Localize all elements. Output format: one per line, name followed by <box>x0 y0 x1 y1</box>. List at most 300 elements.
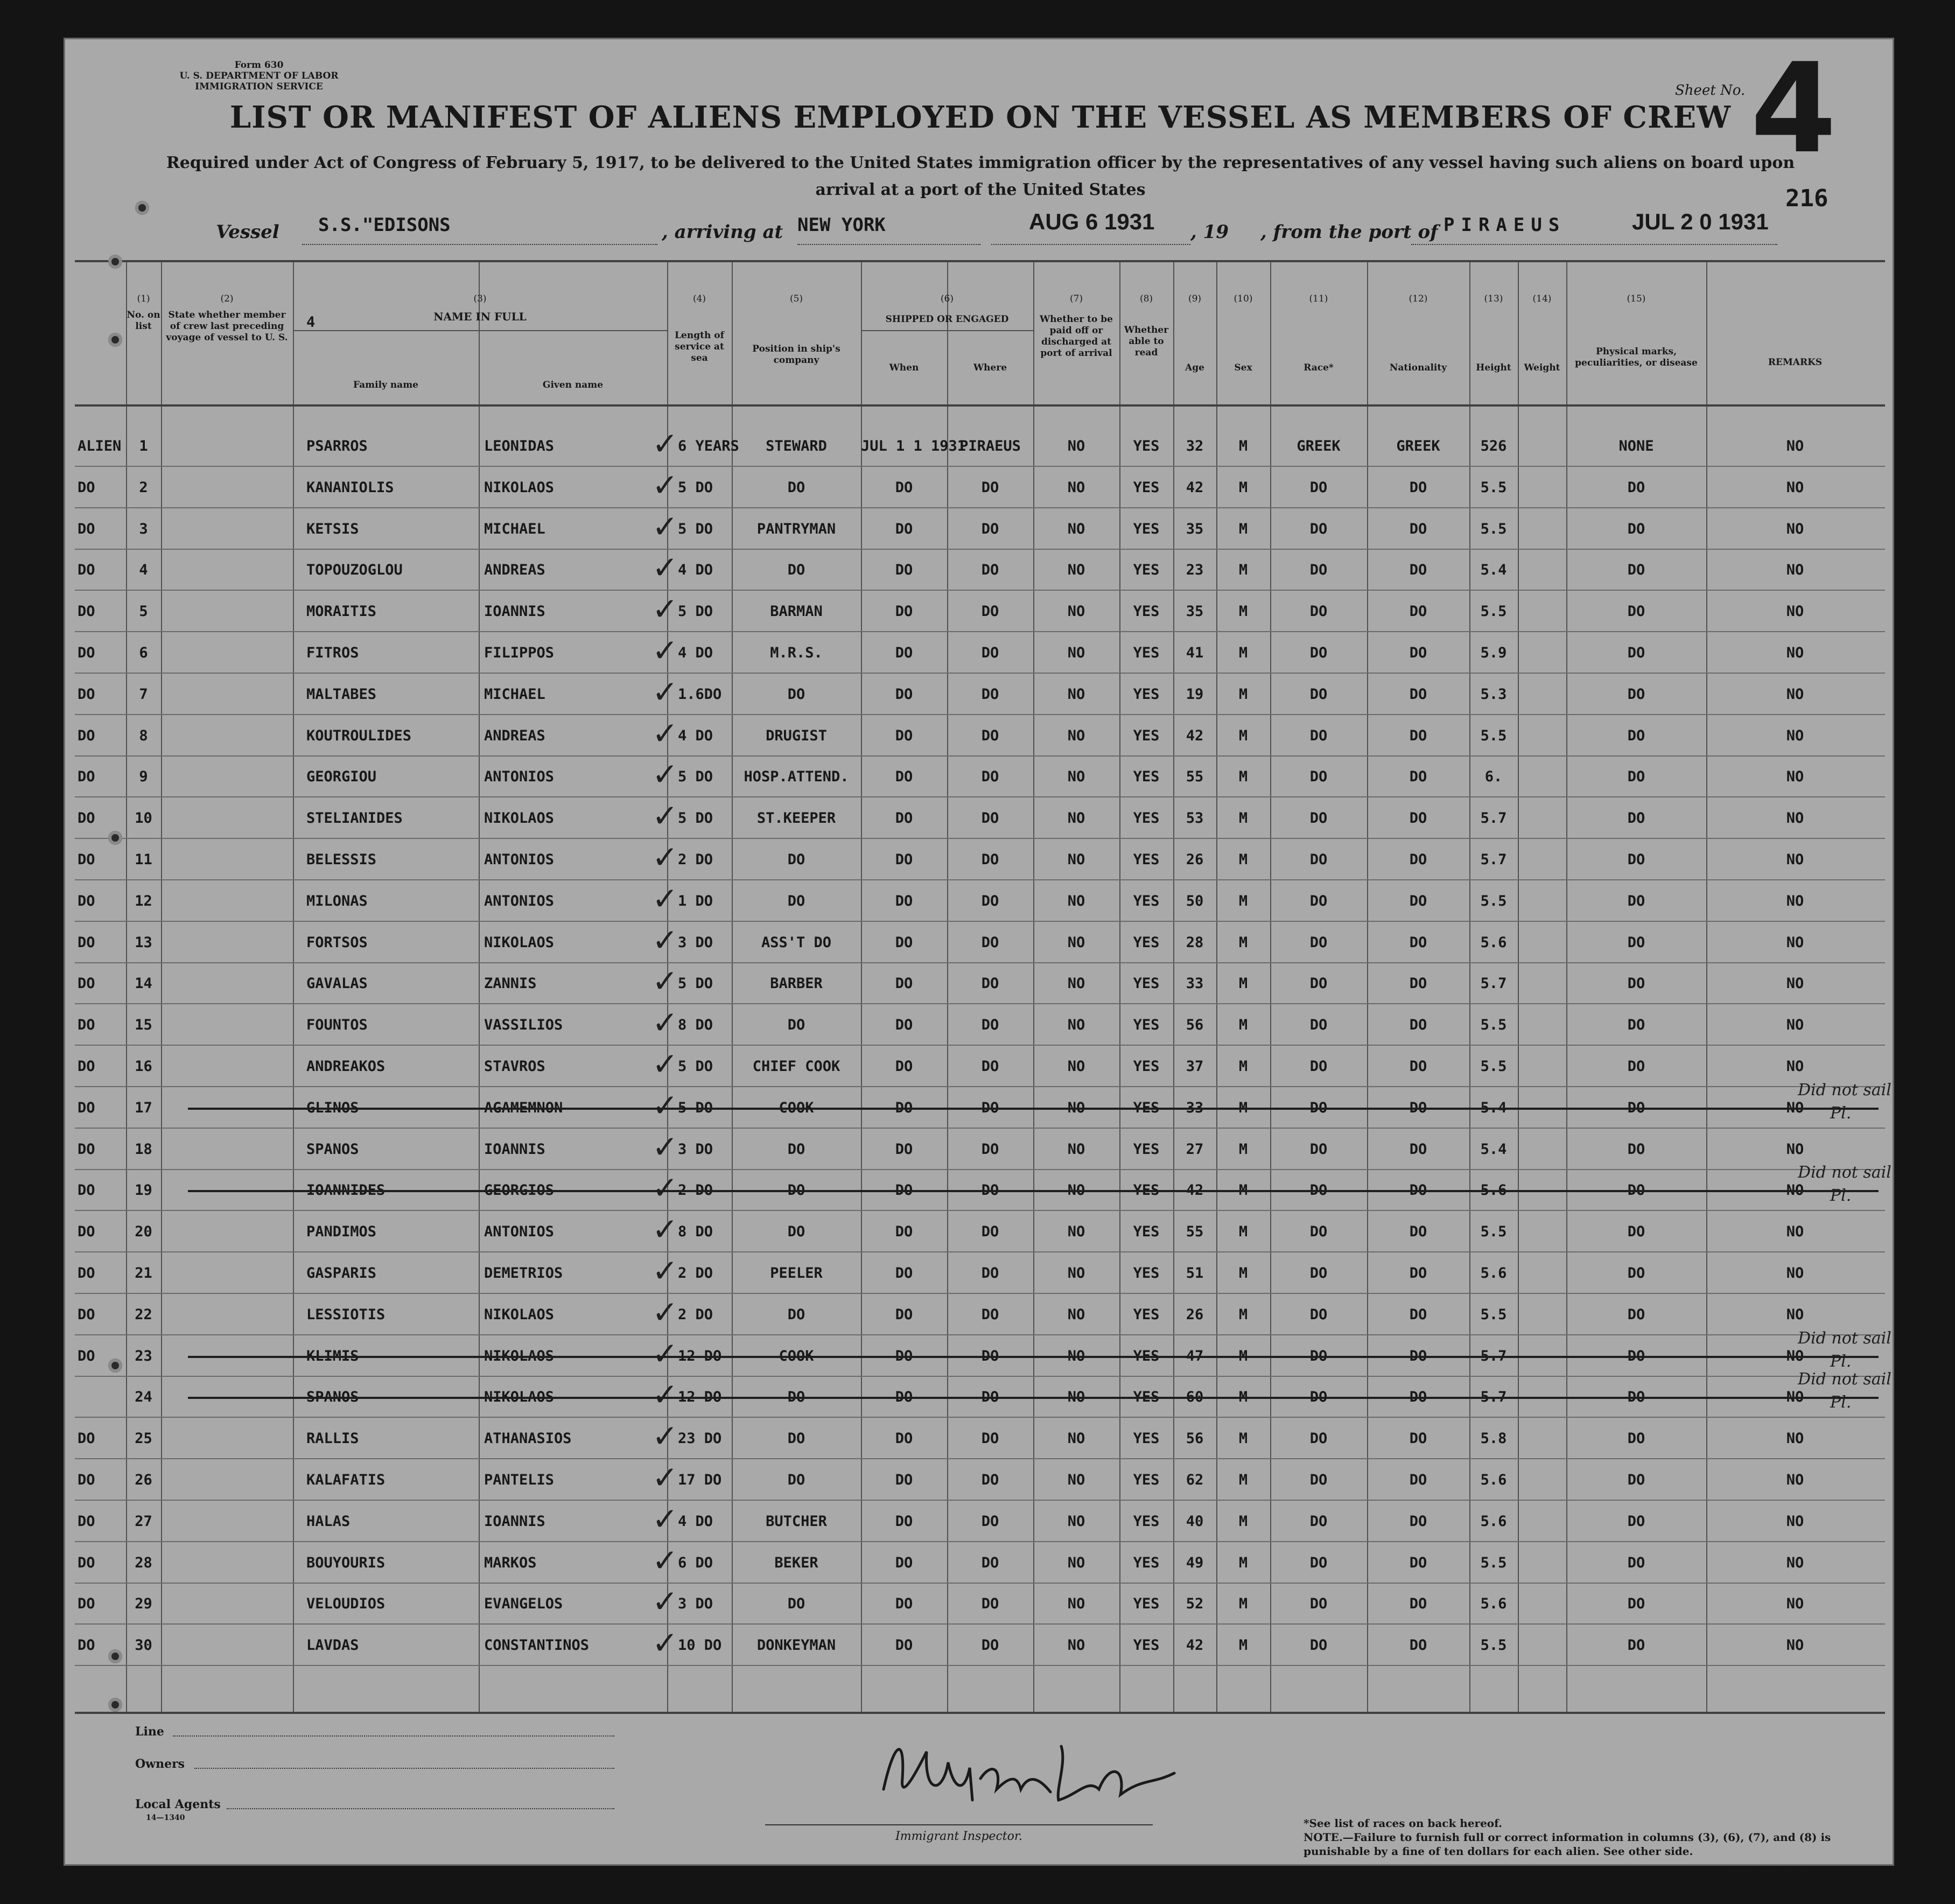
row-service-length: 4 DO <box>678 562 713 579</box>
row-number: 5 <box>139 603 148 620</box>
row-service-length: 8 DO <box>678 1017 713 1034</box>
sheet-number: 4 <box>1750 37 1837 181</box>
row-family-name: VELOUDIOS <box>306 1595 386 1613</box>
row-number: 9 <box>139 768 148 786</box>
row-race: DO <box>1309 1554 1328 1571</box>
row-nationality: DO <box>1409 1182 1427 1199</box>
row-height: 5.9 <box>1480 645 1507 661</box>
header-remarks: REMARKS <box>1768 357 1823 368</box>
row-position: STEWARD <box>766 438 827 454</box>
row-position: M.R.S. <box>770 645 823 661</box>
row-race: DO <box>1309 768 1328 786</box>
row-remarks: NO <box>1786 603 1804 620</box>
page-reference-number: 216 <box>1785 185 1828 212</box>
row-able-read: YES <box>1133 1058 1160 1075</box>
strike-through-line <box>188 1397 1879 1399</box>
row-paid-off: NO <box>1067 851 1085 868</box>
row-when-shipped: DO <box>895 1347 913 1364</box>
row-race: DO <box>1309 1265 1328 1282</box>
manifest-sheet <box>64 37 1894 1873</box>
footnote-penalty: NOTE.—Failure to furnish full or correct information in columns (3), (6), (7), and (8) is punishable by a fine of ten dollars for each alien. See other side. <box>1304 1831 1831 1858</box>
crew-manifest-table <box>75 260 1891 1714</box>
row-nationality: DO <box>1409 1140 1427 1158</box>
row-race: DO <box>1309 1017 1328 1034</box>
row-position: BARMAN <box>770 603 823 620</box>
row-nationality: DO <box>1409 1223 1427 1241</box>
row-family-name: LAVDAS <box>306 1637 359 1654</box>
row-where-shipped: DO <box>981 1513 999 1530</box>
header-weight: Weight <box>1524 362 1560 373</box>
row-age: 32 <box>1186 438 1204 454</box>
row-status: DO <box>78 645 95 661</box>
row-remarks: NO <box>1786 685 1804 703</box>
row-family-name: STELIANIDES <box>306 810 403 827</box>
vessel-label: Vessel <box>216 221 279 243</box>
footer-owners-label: Owners <box>135 1757 185 1771</box>
row-nationality: DO <box>1409 685 1427 703</box>
row-number: 22 <box>135 1306 152 1323</box>
row-sex: M <box>1238 1265 1248 1282</box>
row-where-shipped: DO <box>981 768 999 786</box>
row-age: 28 <box>1186 934 1204 951</box>
row-where-shipped: DO <box>981 1223 999 1241</box>
row-where-shipped: DO <box>981 810 999 827</box>
row-number: 25 <box>135 1430 152 1447</box>
row-sex: M <box>1238 1637 1248 1654</box>
row-when-shipped: DO <box>895 479 913 496</box>
row-nationality: DO <box>1409 851 1427 868</box>
row-age: 27 <box>1186 1140 1204 1158</box>
row-service-length: 5 DO <box>678 810 713 827</box>
header-race: Race* <box>1304 362 1334 373</box>
header-paid-off: Whether to be paid off or discharged at port of arrival <box>1040 314 1113 359</box>
check-mark-icon: ✓ <box>652 549 678 586</box>
colnum-3: (3) <box>473 293 487 304</box>
row-number: 4 <box>139 562 148 579</box>
row-given-name: ZANNIS <box>484 975 537 992</box>
check-mark-icon: ✓ <box>652 963 678 1000</box>
row-remarks: NO <box>1786 1017 1804 1034</box>
row-paid-off: NO <box>1067 1182 1085 1199</box>
row-where-shipped: DO <box>981 1472 999 1488</box>
row-given-name: PANTELIS <box>484 1472 555 1488</box>
row-height: 5.5 <box>1480 603 1507 620</box>
row-able-read: YES <box>1133 1140 1160 1158</box>
row-race: DO <box>1309 810 1328 827</box>
row-remarks: NO <box>1786 1223 1804 1241</box>
row-service-length: 6 YEARS <box>678 438 739 454</box>
row-service-length: 8 DO <box>678 1223 713 1241</box>
row-service-length: 3 DO <box>678 1140 713 1158</box>
row-age: 37 <box>1186 1058 1204 1075</box>
row-nationality: DO <box>1409 479 1427 496</box>
page-subtitle: Required under Act of Congress of February 5, 1917, to be delivered to the United States immigration officer by the representatives of any vessel having such aliens on board upon arrival at a port of the United States <box>166 153 1795 199</box>
row-where-shipped: DO <box>981 603 999 620</box>
row-paid-off: NO <box>1067 892 1085 909</box>
row-paid-off: NO <box>1067 1306 1085 1323</box>
row-when-shipped: DO <box>895 851 913 868</box>
row-age: 51 <box>1186 1265 1204 1282</box>
row-age: 55 <box>1186 768 1204 786</box>
row-number: 20 <box>135 1223 152 1241</box>
row-paid-off: NO <box>1067 1389 1085 1406</box>
row-sex: M <box>1238 562 1248 579</box>
row-paid-off: NO <box>1067 1265 1085 1282</box>
row-status: DO <box>78 851 95 868</box>
row-sex: M <box>1238 1140 1248 1158</box>
row-position: DO <box>787 892 805 909</box>
row-age: 23 <box>1186 562 1204 579</box>
colnum-1: (1) <box>137 293 150 304</box>
row-physical-marks: DO <box>1627 892 1645 909</box>
row-age: 42 <box>1186 479 1204 496</box>
row-nationality: DO <box>1409 1347 1427 1364</box>
row-position: DO <box>787 1182 805 1199</box>
row-paid-off: NO <box>1067 1140 1085 1158</box>
row-sex: M <box>1238 1513 1248 1530</box>
row-able-read: YES <box>1133 645 1160 661</box>
row-service-length: 5 DO <box>678 520 713 537</box>
row-physical-marks: DO <box>1627 1347 1645 1364</box>
row-where-shipped: DO <box>981 1595 999 1613</box>
header-where: Where <box>973 362 1007 373</box>
row-family-name: RALLIS <box>306 1430 359 1447</box>
colnum-10: (10) <box>1234 293 1253 304</box>
row-remarks: NO <box>1786 934 1804 951</box>
row-number: 12 <box>135 892 152 909</box>
from-port-label: , from the port of <box>1260 221 1438 243</box>
row-able-read: YES <box>1133 1347 1160 1364</box>
row-number: 14 <box>135 975 152 992</box>
row-physical-marks: DO <box>1627 1554 1645 1571</box>
row-where-shipped: DO <box>981 1182 999 1199</box>
did-not-sail-note: Did not sail <box>1798 1328 1891 1348</box>
row-family-name: PANDIMOS <box>306 1223 377 1241</box>
row-physical-marks: DO <box>1627 1513 1645 1530</box>
department-name: U. S. DEPARTMENT OF LABOR <box>179 71 339 81</box>
row-when-shipped: DO <box>895 1389 913 1406</box>
row-position: ST.KEEPER <box>756 810 836 827</box>
row-status: DO <box>78 1513 95 1530</box>
row-where-shipped: DO <box>981 1058 999 1075</box>
header-given-name: Given name <box>542 380 604 390</box>
row-height: 5.5 <box>1480 1306 1507 1323</box>
row-when-shipped: DO <box>895 645 913 661</box>
row-race: DO <box>1309 1513 1328 1530</box>
departure-port: PIRAEUS <box>1444 214 1566 236</box>
row-family-name: SPANOS <box>306 1389 359 1406</box>
row-number: 27 <box>135 1513 152 1530</box>
row-physical-marks: DO <box>1627 1306 1645 1323</box>
row-able-read: YES <box>1133 520 1160 537</box>
row-remarks: NO <box>1786 1306 1804 1323</box>
header-height: Height <box>1476 362 1511 373</box>
row-sex: M <box>1238 1389 1248 1406</box>
colnum-4: (4) <box>692 293 706 304</box>
row-when-shipped: JUL 1 1 1931 <box>861 438 966 454</box>
row-height: 5.6 <box>1480 1182 1507 1199</box>
colnum-5: (5) <box>789 293 803 304</box>
row-able-read: YES <box>1133 975 1160 992</box>
row-service-length: 5 DO <box>678 975 713 992</box>
row-race: DO <box>1309 1430 1328 1447</box>
row-service-length: 3 DO <box>678 934 713 951</box>
row-given-name: NIKOLAOS <box>484 934 555 951</box>
row-able-read: YES <box>1133 1554 1160 1571</box>
row-family-name: GEORGIOU <box>306 768 377 786</box>
row-nationality: DO <box>1409 562 1427 579</box>
row-given-name: IOANNIS <box>484 603 545 620</box>
row-status: DO <box>78 520 95 537</box>
row-paid-off: NO <box>1067 1513 1085 1530</box>
check-mark-icon: ✓ <box>652 1004 678 1041</box>
row-number: 17 <box>135 1099 152 1116</box>
row-service-length: 17 DO <box>678 1472 722 1488</box>
row-paid-off: NO <box>1067 1017 1085 1034</box>
row-sex: M <box>1238 768 1248 786</box>
colnum-7: (7) <box>1069 293 1083 304</box>
punch-hole <box>108 255 122 269</box>
row-position: DO <box>787 1389 805 1406</box>
row-number: 7 <box>139 685 148 703</box>
row-when-shipped: DO <box>895 685 913 703</box>
row-able-read: YES <box>1133 1306 1160 1323</box>
footnote-races: *See list of races on back hereof. <box>1304 1817 1503 1830</box>
row-race: DO <box>1309 892 1328 909</box>
inspector-initials: Pl. <box>1830 1103 1852 1123</box>
check-mark-icon: ✓ <box>652 921 678 958</box>
punch-hole <box>135 201 149 215</box>
row-number: 28 <box>135 1554 152 1571</box>
row-status: DO <box>78 1265 95 1282</box>
row-number: 26 <box>135 1472 152 1488</box>
row-when-shipped: DO <box>895 1058 913 1075</box>
row-race: DO <box>1309 851 1328 868</box>
row-remarks: NO <box>1786 479 1804 496</box>
row-number: 29 <box>135 1595 152 1613</box>
row-physical-marks: DO <box>1627 1058 1645 1075</box>
inspector-signature <box>873 1730 1196 1816</box>
row-when-shipped: DO <box>895 1017 913 1034</box>
row-height: 5.3 <box>1480 685 1507 703</box>
row-service-length: 2 DO <box>678 1306 713 1323</box>
row-where-shipped: DO <box>981 685 999 703</box>
row-where-shipped: DO <box>981 1265 999 1282</box>
row-remarks: NO <box>1786 1265 1804 1282</box>
row-height: 5.5 <box>1480 1223 1507 1241</box>
row-where-shipped: DO <box>981 645 999 661</box>
row-position: DO <box>787 1430 805 1447</box>
row-family-name: KOUTROULIDES <box>306 727 412 744</box>
check-mark-icon: ✓ <box>652 1046 678 1082</box>
row-position: DO <box>787 479 805 496</box>
row-paid-off: NO <box>1067 934 1085 951</box>
row-where-shipped: DO <box>981 1389 999 1406</box>
row-remarks: NO <box>1786 1472 1804 1488</box>
row-remarks: NO <box>1786 1058 1804 1075</box>
check-mark-icon: ✓ <box>652 1128 678 1165</box>
check-mark-icon: ✓ <box>652 839 678 876</box>
row-number: 16 <box>135 1058 152 1075</box>
row-position: COOK <box>779 1099 814 1116</box>
header-age: Age <box>1185 362 1204 373</box>
row-height: 5.7 <box>1480 810 1507 827</box>
check-mark-icon: ✓ <box>652 1087 678 1124</box>
row-sex: M <box>1238 1058 1248 1075</box>
row-nationality: DO <box>1409 645 1427 661</box>
row-position: DO <box>787 1595 805 1613</box>
row-service-length: 4 DO <box>678 1513 713 1530</box>
row-service-length: 5 DO <box>678 768 713 786</box>
row-where-shipped: DO <box>981 1306 999 1323</box>
row-sex: M <box>1238 810 1248 827</box>
row-number: 8 <box>139 727 148 744</box>
row-nationality: DO <box>1409 603 1427 620</box>
row-where-shipped: DO <box>981 1140 999 1158</box>
row-nationality: DO <box>1409 810 1427 827</box>
row-given-name: ANDREAS <box>484 562 545 579</box>
row-sex: M <box>1238 603 1248 620</box>
row-family-name: ANDREAKOS <box>306 1058 386 1075</box>
row-remarks: NO <box>1786 1182 1804 1199</box>
row-physical-marks: DO <box>1627 520 1645 537</box>
row-able-read: YES <box>1133 1099 1160 1116</box>
name-prefix: 4 <box>306 314 316 331</box>
row-race: DO <box>1309 1347 1328 1364</box>
row-height: 5.6 <box>1480 934 1507 951</box>
row-position: PEELER <box>770 1265 823 1282</box>
row-physical-marks: DO <box>1627 1223 1645 1241</box>
row-sex: M <box>1238 892 1248 909</box>
row-paid-off: NO <box>1067 1223 1085 1241</box>
row-height: 5.7 <box>1480 975 1507 992</box>
row-number: 11 <box>135 851 152 868</box>
row-race: DO <box>1309 1472 1328 1488</box>
check-mark-icon: ✓ <box>652 715 678 752</box>
row-family-name: KALAFATIS <box>306 1472 386 1488</box>
row-when-shipped: DO <box>895 1513 913 1530</box>
row-family-name: FORTSOS <box>306 934 368 951</box>
check-mark-icon: ✓ <box>652 632 678 669</box>
row-service-length: 4 DO <box>678 645 713 661</box>
row-where-shipped: DO <box>981 479 999 496</box>
row-service-length: 3 DO <box>678 1595 713 1613</box>
row-when-shipped: DO <box>895 892 913 909</box>
row-able-read: YES <box>1133 892 1160 909</box>
row-position: DONKEYMAN <box>756 1637 836 1654</box>
row-when-shipped: DO <box>895 975 913 992</box>
check-mark-icon: ✓ <box>652 1583 678 1620</box>
row-paid-off: NO <box>1067 479 1085 496</box>
row-height: 5.5 <box>1480 1637 1507 1654</box>
row-able-read: YES <box>1133 1389 1160 1406</box>
row-able-read: YES <box>1133 851 1160 868</box>
row-number: 19 <box>135 1182 152 1199</box>
header-physical-marks: Physical marks, peculiarities, or disease <box>1575 346 1698 368</box>
row-family-name: KANANIOLIS <box>306 479 394 496</box>
row-race: DO <box>1309 603 1328 620</box>
check-mark-icon: ✓ <box>652 1500 678 1537</box>
row-race: DO <box>1309 1595 1328 1613</box>
row-family-name: IOANNIDES <box>306 1182 386 1199</box>
row-height: 5.4 <box>1480 562 1507 579</box>
punch-hole <box>108 831 122 845</box>
check-mark-icon: ✓ <box>652 756 678 793</box>
row-family-name: TOPOUZOGLOU <box>306 562 403 579</box>
row-family-name: BELESSIS <box>306 851 377 868</box>
row-physical-marks: DO <box>1627 479 1645 496</box>
check-mark-icon: ✓ <box>652 1459 678 1496</box>
row-status: DO <box>78 479 95 496</box>
row-given-name: NIKOLAOS <box>484 810 555 827</box>
row-service-length: 2 DO <box>678 1265 713 1282</box>
row-sex: M <box>1238 1306 1248 1323</box>
header-name-in-full: NAME IN FULL <box>433 310 527 323</box>
row-service-length: 5 DO <box>678 479 713 496</box>
row-race: DO <box>1309 934 1328 951</box>
row-able-read: YES <box>1133 562 1160 579</box>
row-sex: M <box>1238 727 1248 744</box>
row-position: DO <box>787 1223 805 1241</box>
row-sex: M <box>1238 1430 1248 1447</box>
row-sex: M <box>1238 934 1248 951</box>
row-where-shipped: DO <box>981 851 999 868</box>
header-sex: Sex <box>1234 362 1252 373</box>
row-number: 24 <box>135 1389 152 1406</box>
colnum-14: (14) <box>1532 293 1552 304</box>
row-height: 5.6 <box>1480 1265 1507 1282</box>
row-remarks: NO <box>1786 727 1804 744</box>
row-status: DO <box>78 1223 95 1241</box>
row-able-read: YES <box>1133 1472 1160 1488</box>
row-sex: M <box>1238 1017 1248 1034</box>
row-status: DO <box>78 727 95 744</box>
row-where-shipped: DO <box>981 892 999 909</box>
row-nationality: DO <box>1409 934 1427 951</box>
row-status: DO <box>78 934 95 951</box>
row-nationality: DO <box>1409 1389 1427 1406</box>
row-number: 3 <box>139 520 148 537</box>
row-remarks: NO <box>1786 810 1804 827</box>
row-paid-off: NO <box>1067 1058 1085 1075</box>
row-family-name: LESSIOTIS <box>306 1306 386 1323</box>
row-physical-marks: DO <box>1627 1595 1645 1613</box>
row-race: DO <box>1309 1140 1328 1158</box>
check-mark-icon: ✓ <box>652 1625 678 1662</box>
row-position: DO <box>787 851 805 868</box>
departure-date-stamp: JUL 2 0 1931 <box>1632 209 1769 234</box>
row-remarks: NO <box>1786 768 1804 786</box>
row-race: GREEK <box>1297 438 1341 454</box>
row-given-name: IOANNIS <box>484 1513 545 1530</box>
row-physical-marks: DO <box>1627 603 1645 620</box>
row-height: 5.7 <box>1480 851 1507 868</box>
row-able-read: YES <box>1133 810 1160 827</box>
form-number: Form 630 <box>234 60 284 71</box>
row-height: 5.5 <box>1480 1554 1507 1571</box>
row-age: 55 <box>1186 1223 1204 1241</box>
row-race: DO <box>1309 1099 1328 1116</box>
check-mark-icon: ✓ <box>652 1170 678 1207</box>
check-mark-icon: ✓ <box>652 1335 678 1372</box>
row-age: 62 <box>1186 1472 1204 1488</box>
row-paid-off: NO <box>1067 520 1085 537</box>
row-paid-off: NO <box>1067 562 1085 579</box>
row-paid-off: NO <box>1067 1099 1085 1116</box>
row-able-read: YES <box>1133 1017 1160 1034</box>
row-service-length: 12 DO <box>678 1389 722 1406</box>
row-nationality: DO <box>1409 1058 1427 1075</box>
